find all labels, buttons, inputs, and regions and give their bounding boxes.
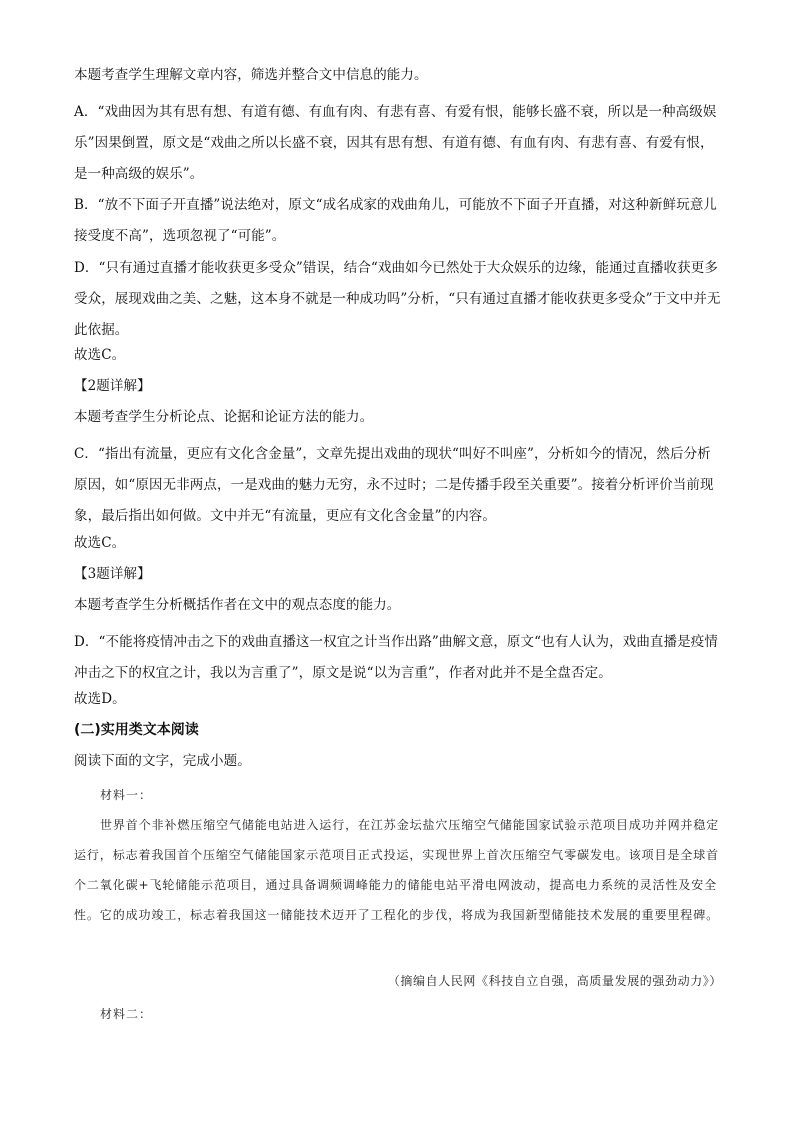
material1-body: 世界首个非补燃压缩空气储能电站进入运行，在江苏金坛盐穴压缩空气储能国家试验示范项目成功并网并稳定运行，标志着我国首个压缩空气储能国家示范项目正式投运，实现世界上首次压缩空气零碳发电。该项目是全球首个二氧化碳+飞轮储能示范项目，通过具备调频调峰能力的储能电站平滑电网波动，提高电力系统的灵活性及安全性。它的成功竣工，标志着我国这一储能技术迈开了工程化的步伐，将成为我国新型储能技术发展的重要里程碑。 — [74, 818, 720, 922]
q3-option-d: D．“不能将疫情冲击之下的戏曲直播这一权宜之计当作出路”曲解文意，原文“也有人认为，戏曲直播是疫情冲击之下的权宜之计，我以为言重了”，原文是说“以为言重”，作者对此并不是全盘否定。 — [74, 634, 718, 681]
q1-option-a: A．“戏曲因为其有思有想、有道有德、有血有肉、有悲有喜、有爱有恨，能够长盛不衰，所以是一种高级娱乐”因果倒置，原文是“戏曲之所以长盛不衰，因其有思有想、有道有德、有血有肉、有悲有喜、有爱有恨，是一种高级的娱乐”。 — [74, 104, 717, 182]
q2-title: 【2题详解】 — [74, 378, 151, 394]
section-title: (二)实用类文本阅读 — [74, 722, 199, 738]
q1-intro: 本题考查学生理解文章内容，筛选并整合文中信息的能力。 — [74, 67, 428, 83]
q3-answer: 故选D。 — [74, 691, 126, 707]
section-instruction: 阅读下面的文字，完成小题。 — [74, 753, 251, 769]
q2-answer: 故选C。 — [74, 535, 126, 551]
q1-answer: 故选C。 — [74, 347, 126, 363]
material2-label: 材料二： — [100, 1007, 153, 1021]
q3-intro: 本题考查学生分析概括作者在文中的观点态度的能力。 — [74, 597, 401, 613]
q2-intro: 本题考查学生分析论点、论据和论证方法的能力。 — [74, 409, 374, 425]
material1-source: （摘编自人民网《科技自立自强，高质量发展的强劲动力》） — [387, 974, 722, 988]
q1-option-d: D．“只有通过直播才能收获更多受众”错误，结合“戏曲如今已然处于大众娱乐的边缘，能通过直播收获更多受众，展现戏曲之美、之魅，这本身不就是一种成功吗”分析，“只有通过直播才能收获更多受众”于文中并无此依据。 — [74, 260, 721, 338]
material1-label: 材料一： — [100, 788, 153, 802]
q3-title: 【3题详解】 — [74, 566, 151, 582]
q1-option-b: B．“放不下面子开直播”说法绝对，原文“成名成家的戏曲角儿，可能放不下面子开直播，对这种新鲜玩意儿接受度不高”，选项忽视了“可能”。 — [74, 197, 718, 244]
q2-option-c: C．“指出有流量，更应有文化含金量”，文章先提出戏曲的现状“叫好不叫座”，分析如今的情况，然后分析原因，如“原因无非两点，一是戏曲的魅力无穷，永不过时；二是传播手段至关重要”。接着分析评价当前现象，最后指出如何做。文中并无“有流量，更应有文化含金量”的内容。 — [74, 446, 714, 524]
